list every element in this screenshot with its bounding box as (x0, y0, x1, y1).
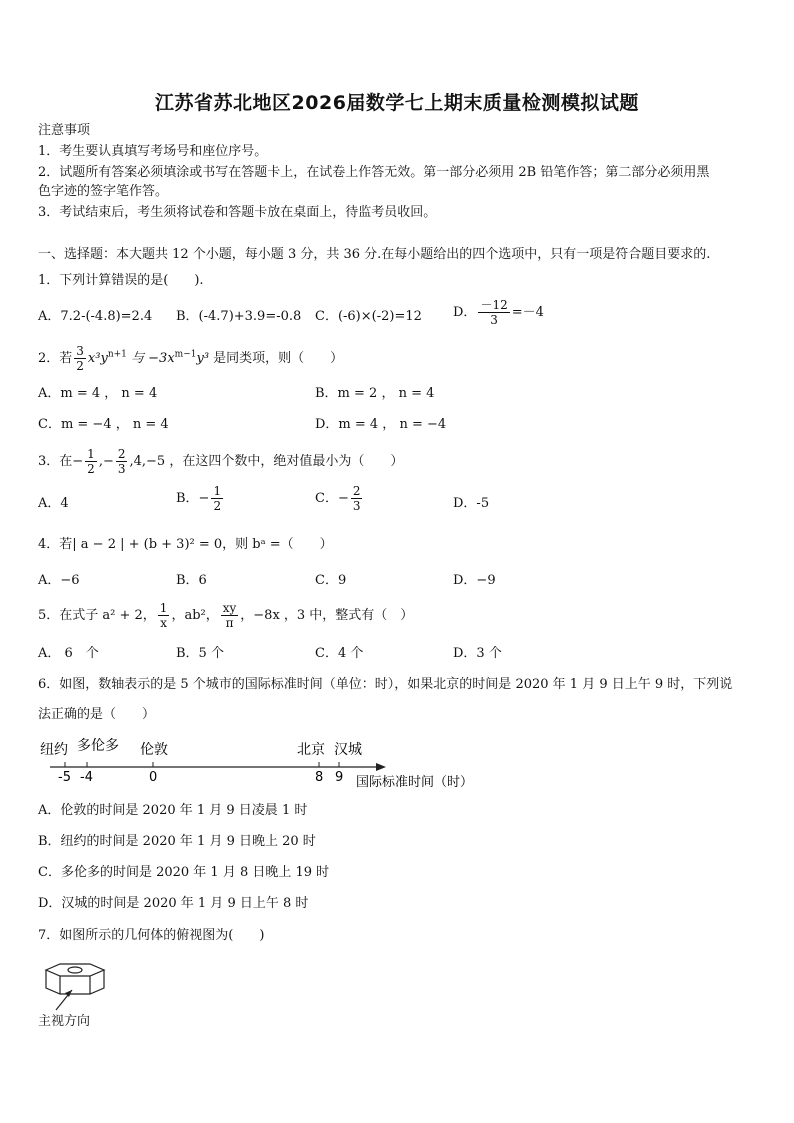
q4-option-c: C．9 (315, 573, 347, 588)
question-1-stem: 1．下列计算错误的是( ). (38, 273, 204, 288)
q3-option-b: B．− $\frac{1}{2}$ (176, 484, 222, 513)
fraction: $\frac{2}{3}$ (352, 484, 361, 513)
notice-item: 1．考生要认真填写考场号和座位序号。 (38, 144, 268, 159)
fraction: $\frac{2}{3}$ (117, 447, 126, 476)
q4-option-b: B．6 (176, 573, 207, 588)
question-4-stem: 4．若| a − 2 | + (b + 3)² = 0，则 bᵃ =（ ） (38, 537, 333, 552)
q5-option-a: A． 6 个 (38, 646, 99, 661)
q2-option-a: A．m = 4 ， n = 4 (38, 386, 158, 401)
q2-option-b: B．m = 2 ， n = 4 (315, 386, 435, 401)
question-7-stem: 7．如图所示的几何体的俯视图为( ) (38, 928, 265, 943)
fraction: $\frac{1}{2}$ (213, 484, 222, 513)
city-label: 多伦多 (77, 738, 119, 754)
number-line-figure (36, 736, 506, 794)
q1-option-a: A．7.2-(-4.8)=2.4 (38, 309, 153, 324)
tick-label: -4 (80, 770, 93, 785)
tick-label: 0 (149, 770, 158, 785)
q3-option-a: A．4 (38, 496, 69, 511)
question-5-stem: 5．在式子 a² + 2， $\frac{1}{x}$ ，ab²， $\frac{xy}{\pi}$ ，−8x ，3 中，整式有（ ） (38, 601, 414, 630)
q5-option-b: B．5 个 (176, 646, 224, 661)
q6-option-c: C．多伦多的时间是 2020 年 1 月 8 日晚上 19 时 (38, 865, 330, 880)
fraction: $\frac{1}{2}$ (87, 447, 95, 476)
q4-option-a: A．−6 (38, 573, 80, 588)
tick-label: 8 (315, 770, 324, 785)
q3-option-c: C．− $\frac{2}{3}$ (315, 484, 361, 513)
fraction: $\frac{xy}{\pi}$ (222, 601, 237, 630)
notice-item: 色字迹的签字笔作答。 (38, 184, 169, 199)
tick-label: 9 (335, 770, 344, 785)
question-6-stem: 6．如图，数轴表示的是 5 个城市的国际标准时间（单位：时），如果北京的时间是 2020 年 1 月 9 日上午 9 时，下列说 (38, 677, 733, 692)
notice-item: 3．考试结束后，考生须将试卷和答题卡放在桌面上，待监考员收回。 (38, 205, 437, 220)
fraction: $\frac{-12}{3}$ (480, 298, 508, 327)
q3-option-d: D．-5 (453, 496, 490, 511)
page-title: 江苏省苏北地区2026届数学七上期末质量检测模拟试题 (155, 92, 639, 114)
axis-arrow-icon (376, 763, 386, 771)
q4-option-d: D．−9 (453, 573, 496, 588)
solid-figure (38, 960, 118, 1014)
section-heading: 一、选择题：本大题共 12 个小题，每小题 3 分，共 36 分.在每小题给出的四个选项中，只有一项是符合题目要求的. (38, 247, 711, 262)
question-3-stem: 3．在− $\frac{1}{2}$ ,− $\frac{2}{3}$ ,4,−5 ，在这四个数中，绝对值最小为（ ） (38, 447, 404, 476)
city-label: 纽约 (40, 742, 68, 758)
q6-option-d: D．汉城的时间是 2020 年 1 月 9 日上午 8 时 (38, 896, 309, 911)
q1-option-b: B．(-4.7)+3.9=-0.8 (176, 309, 302, 324)
fraction: $\frac{1}{x}$ (159, 601, 168, 630)
q1-option-d: D． $\frac{-12}{3}$ =－4 (453, 298, 544, 327)
tick-label: -5 (58, 770, 71, 785)
figure-caption: 主视方向 (38, 1014, 91, 1029)
city-label: 北京 (297, 742, 325, 758)
q6-option-b: B．纽约的时间是 2020 年 1 月 9 日晚上 20 时 (38, 834, 316, 849)
q2-option-d: D．m = 4 ， n = −4 (315, 417, 447, 432)
city-label: 汉城 (334, 742, 362, 758)
question-2-stem: 2．若 $\frac{3}{2}$ $x^3y^{n+1}$ 与 $-3x^{m-1}y^3$ 是同类项，则（ ） (38, 344, 344, 373)
city-label: 伦敦 (140, 742, 168, 758)
q5-option-d: D．3 个 (453, 646, 502, 661)
fraction: $\frac{3}{2}$ (76, 344, 84, 373)
question-6-stem-cont: 法正确的是（ ） (38, 707, 156, 722)
q6-option-a: A．伦敦的时间是 2020 年 1 月 9 日凌晨 1 时 (38, 803, 308, 818)
q1-option-c: C．(-6)×(-2)=12 (315, 309, 422, 324)
notice-heading: 注意事项 (38, 123, 91, 138)
q2-option-c: C．m = −4 ， n = 4 (38, 417, 169, 432)
notice-item: 2．试题所有答案必须填涂或书写在答题卡上，在试卷上作答无效。第一部分必须用 2B 铅笔作答；第二部分必须用黑 (38, 165, 710, 180)
axis-caption: 国际标准时间（时） (356, 775, 474, 790)
q5-option-c: C．4 个 (315, 646, 364, 661)
